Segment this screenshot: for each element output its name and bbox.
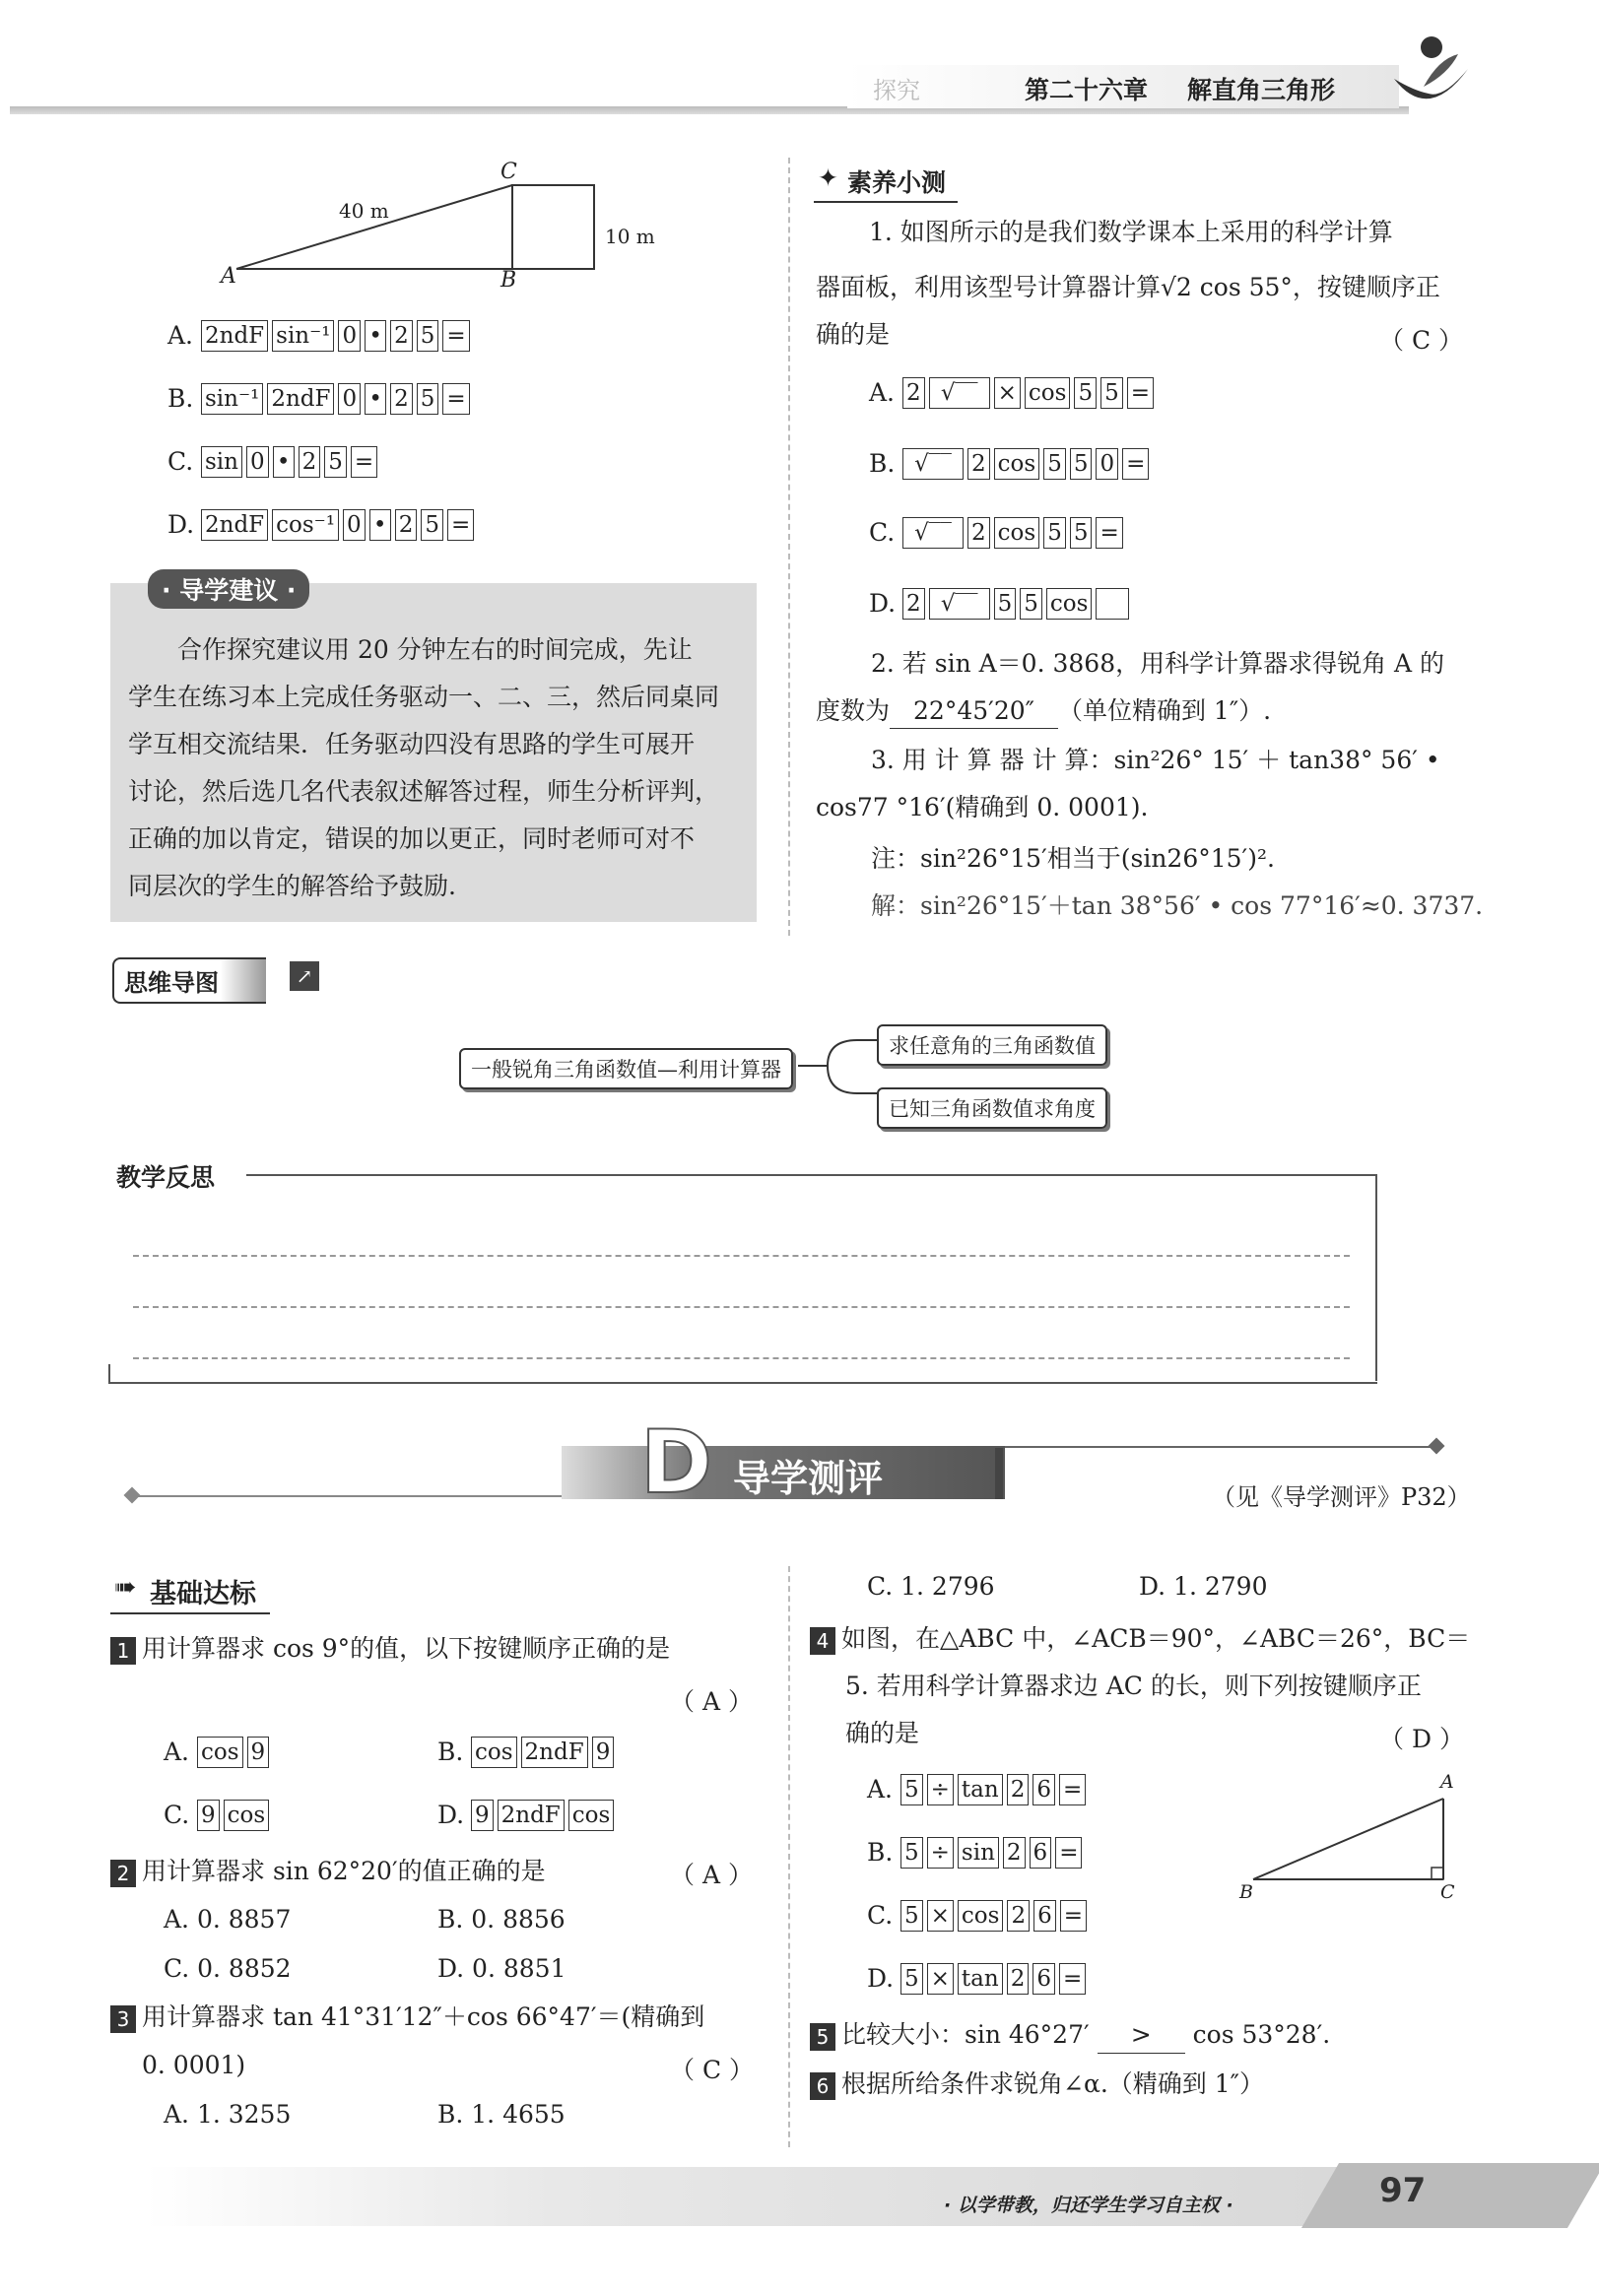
option-label: D. [869, 589, 897, 618]
basic-q2-option-a: A. 0. 8857 [164, 1905, 292, 1934]
key: cos⁻¹ [272, 509, 339, 541]
key: 2 [902, 588, 925, 620]
basic-q3-option-b: B. 1. 4655 [437, 2100, 566, 2129]
reflection-bottom-line [108, 1382, 1377, 1384]
option-label: D. [167, 510, 195, 539]
key: × [927, 1963, 954, 1995]
key: 5 [994, 588, 1017, 620]
key: cos [568, 1800, 615, 1831]
key: 5 [1043, 448, 1066, 480]
key: 6 [1030, 1837, 1052, 1869]
q3-line-2: cos77 °16′(精确到 0. 0001). [816, 793, 1149, 821]
key: 2 [1003, 1837, 1026, 1869]
key: 5 [417, 383, 439, 415]
q4-triangle-figure [1241, 1773, 1458, 1891]
fig-label-c: C [500, 160, 517, 184]
key: 5 [900, 1837, 923, 1869]
sqrt-key: √‾‾ [902, 517, 964, 549]
key: 2ndF [521, 1737, 588, 1768]
question-number: 4 [810, 1627, 835, 1655]
key: 5 [421, 509, 443, 541]
reflection-title: 教学反思 [116, 1163, 216, 1192]
guide-line-2: 学生在练习本上完成任务驱动一、二、三，然后同桌同 [128, 683, 720, 711]
question-text: 用计算器求 sin 62°20′的值正确的是 [142, 1857, 546, 1885]
section-d-diamond-right [1429, 1438, 1445, 1455]
key: ÷ [927, 1774, 954, 1805]
key: 2 [1007, 1900, 1030, 1932]
section-d-line-top [995, 1446, 1438, 1448]
left-option-a [167, 319, 474, 352]
basic-q4-line-3: 确的是 [845, 1719, 920, 1747]
basic-q4-option-d [867, 1962, 1090, 1995]
q5-suffix: cos 53°28′. [1192, 2020, 1331, 2049]
section-d-letter: D [640, 1411, 713, 1513]
fig-label-a: A [221, 264, 236, 289]
question-number: 3 [110, 2005, 136, 2033]
basic-q1-option-d [437, 1799, 618, 1831]
basic-q2 [110, 1854, 546, 1889]
key: 5 [1043, 517, 1066, 549]
q1-line-3: 确的是 [816, 320, 891, 349]
q4-label-b: B [1239, 1881, 1253, 1903]
q2-line-1: 2. 若 sin A＝0. 3868，用科学计算器求得锐角 A 的 [871, 649, 1445, 678]
key: 9 [197, 1800, 220, 1831]
sqrt-key: √‾‾ [929, 377, 990, 409]
q2-suffix: （单位精确到 1″）. [1057, 696, 1272, 725]
key: 2 [967, 448, 990, 480]
key: cos [994, 448, 1040, 480]
option-label: D. [867, 1964, 895, 1993]
section-d-diamond-left [124, 1487, 141, 1504]
option-label: A. [167, 321, 194, 350]
key: × [994, 377, 1021, 409]
key: 0 [343, 509, 366, 541]
basic-q4-option-a [867, 1773, 1090, 1805]
option-label: C. [164, 1801, 190, 1829]
basic-q1 [110, 1631, 670, 1667]
option-label: C. [867, 1901, 894, 1930]
q1-answer: （ C ） [1379, 326, 1464, 355]
key: cos [224, 1800, 270, 1831]
key: cos [197, 1737, 243, 1768]
key: 2 [1007, 1963, 1030, 1995]
basic-q3-option-c: C. 1. 2796 [867, 1572, 995, 1601]
reflection-left-line [108, 1364, 110, 1384]
q1-line-1: 1. 如图所示的是我们数学课本上采用的科学计算 [869, 218, 1393, 246]
q3-note: 注：sin²26°15′相当于(sin26°15′)². [871, 844, 1275, 873]
mindmap-root: 一般锐角三角函数值—利用计算器 [459, 1048, 793, 1089]
option-label: C. [167, 447, 194, 476]
key: = [447, 509, 474, 541]
key: cos [994, 517, 1040, 549]
key: 2 [299, 446, 321, 478]
basic-title [110, 1572, 270, 1614]
q1-line-2: 器面板，利用该型号计算器计算√2 cos 55°，按键顺序正 [816, 273, 1440, 301]
key: 6 [1033, 1900, 1056, 1932]
key: 0 [338, 383, 361, 415]
key: 5 [900, 1963, 923, 1995]
key: 5 [1100, 377, 1123, 409]
footer-motto: · 以学带教，归还学生学习自主权 · [944, 2195, 1233, 2216]
key: sin [201, 446, 242, 478]
key: cos [958, 1900, 1004, 1932]
question-text: 如图，在△ABC 中，∠ACB＝90°，∠ABC＝26°，BC＝ [841, 1624, 1471, 1653]
basic-title-text: 基础达标 [150, 1579, 256, 1609]
guide-line-3: 学互相交流结果．任务驱动四没有思路的学生可展开 [128, 730, 696, 758]
reflection-line-1 [133, 1255, 1350, 1257]
basic-q3 [110, 2000, 704, 2035]
fig-len-bc: 10 m [605, 225, 655, 248]
option-label: B. [167, 384, 194, 413]
basic-q4 [810, 1621, 1470, 1657]
key: 2ndF [201, 509, 268, 541]
bottom-column-divider [788, 1566, 790, 2147]
key: 2 [390, 320, 413, 352]
quiz-title [814, 162, 958, 203]
key: tan [958, 1774, 1003, 1805]
key: 0 [1096, 448, 1118, 480]
basic-q3-answer: （ C ） [670, 2056, 755, 2084]
key: = [1122, 448, 1149, 480]
basic-q3-text-2: 0. 0001) [142, 2051, 246, 2079]
basic-q2-option-b: B. 0. 8856 [437, 1905, 566, 1934]
guide-line-4: 讨论，然后选几名代表叙述解答过程，师生分析评判， [128, 777, 720, 806]
question-number: 1 [110, 1637, 136, 1665]
basic-q1-option-a [164, 1736, 273, 1768]
guide-line-5: 正确的加以肯定，错误的加以更正，同时老师可对不 [128, 824, 696, 853]
key: 5 [1020, 588, 1042, 620]
key: 9 [592, 1737, 615, 1768]
option-label: B. [869, 449, 896, 478]
basic-q4-option-c [867, 1899, 1091, 1932]
question-number: 2 [110, 1860, 136, 1887]
quiz-option-a [869, 376, 1158, 409]
quiz-title-text: 素养小测 [847, 168, 947, 197]
key: ÷ [927, 1837, 954, 1869]
quiz-option-c [869, 516, 1127, 549]
q5-fill-answer: > [1098, 2017, 1185, 2054]
key: • [273, 446, 295, 478]
q3-solution: 解：sin²26°15′＋tan 38°56′ • cos 77°16′≈0. 3737. [871, 891, 1484, 920]
external-link-icon: ↗ [290, 961, 319, 991]
quiz-option-d [869, 587, 1133, 620]
key: × [927, 1900, 954, 1932]
section-d-title: 导学测评 [733, 1457, 884, 1500]
fig-label-b: B [500, 268, 517, 293]
key: 5 [1070, 517, 1093, 549]
question-text: 用计算器求 cos 9°的值，以下按键顺序正确的是 [142, 1634, 671, 1663]
mindmap-title [112, 957, 266, 1004]
guide-line-1: 合作探究建议用 20 分钟左右的时间完成，先让 [177, 635, 693, 664]
reflection-line-2 [133, 1306, 1350, 1308]
header-chapter: 第二十六章 [1025, 76, 1149, 104]
q2-line-2 [816, 688, 1271, 735]
key: cos [471, 1737, 517, 1768]
option-label: D. [437, 1801, 465, 1829]
key: sin⁻¹ [201, 383, 263, 415]
sqrt-key: √‾‾ [929, 588, 990, 620]
question-number: 5 [810, 2023, 835, 2051]
header-title: 解直角三角形 [1187, 76, 1336, 104]
page-number: 97 [1379, 2171, 1427, 2210]
key: cos [1025, 377, 1071, 409]
key: 2 [390, 383, 413, 415]
section-d-bar [995, 1448, 1003, 1499]
left-option-d [167, 508, 478, 541]
question-text: 用计算器求 tan 41°31′12″＋cos 66°47′＝(精确到 [142, 2002, 705, 2031]
basic-q4-line-2: 5. 若用科学计算器求边 AC 的长，则下列按键顺序正 [845, 1672, 1422, 1700]
key: tan [958, 1963, 1003, 1995]
key: = [351, 446, 377, 478]
key: 2 [967, 517, 990, 549]
key: 0 [246, 446, 269, 478]
key: = [1096, 517, 1122, 549]
column-divider [788, 158, 790, 936]
top-figure [207, 158, 660, 295]
key: 9 [471, 1800, 494, 1831]
left-option-b [167, 382, 474, 415]
basic-q1-option-c [164, 1799, 273, 1831]
option-label: B. [867, 1838, 894, 1867]
option-label: B. [437, 1738, 464, 1766]
compass-icon: ✦ [818, 164, 838, 192]
option-label: A. [164, 1738, 190, 1766]
section-d-line-bottom [134, 1495, 567, 1497]
q2-fill-answer: 22°45′20″ [890, 694, 1058, 729]
key: 9 [247, 1737, 270, 1768]
option-label: A. [869, 378, 896, 407]
key: = [442, 320, 469, 352]
question-text: 根据所给条件求锐角∠α.（精确到 1″） [841, 2069, 1264, 2098]
option-label: A. [867, 1775, 894, 1804]
basic-q2-option-c: C. 0. 8852 [164, 1954, 292, 1983]
key: 6 [1033, 1963, 1055, 1995]
header-faded: 探究 [873, 77, 920, 104]
q4-label-c: C [1440, 1881, 1455, 1903]
left-option-c [167, 445, 381, 478]
mindmap-title-text: 思维导图 [124, 969, 219, 997]
sqrt-key: √‾‾ [902, 448, 964, 480]
key: sin⁻¹ [272, 320, 334, 352]
key: = [1055, 1837, 1082, 1869]
key: 2ndF [498, 1800, 565, 1831]
key: = [1059, 1774, 1086, 1805]
key: 5 [900, 1900, 923, 1932]
reflection-line-3 [133, 1357, 1350, 1359]
key: 5 [900, 1774, 923, 1805]
basic-q2-option-d: D. 0. 8851 [437, 1954, 566, 1983]
key: 5 [1070, 448, 1093, 480]
reflection-right-line [1375, 1174, 1377, 1381]
key: 2 [902, 377, 925, 409]
key: 5 [324, 446, 347, 478]
key: 2ndF [201, 320, 268, 352]
key: = [442, 383, 469, 415]
q3-line-1: 3. 用 计 算 器 计 算：sin²26° 15′ ＋ tan38° 56′ • [871, 746, 1440, 774]
q4-label-a: A [1440, 1771, 1454, 1793]
section-d-ref: （见《导学测评》P32） [1212, 1483, 1471, 1511]
key: sin [958, 1837, 999, 1869]
key: • [365, 320, 386, 352]
key: 6 [1033, 1774, 1055, 1805]
arrow-icon: ➠ [114, 1572, 137, 1603]
option-label: C. [869, 518, 896, 547]
basic-q4-option-b [867, 1836, 1086, 1869]
key: 5 [1074, 377, 1097, 409]
basic-q1-answer: （ A ） [670, 1687, 753, 1716]
fig-len-ac: 40 m [339, 199, 389, 223]
q2-prefix: 度数为 [816, 696, 891, 725]
mindmap-branch-2: 已知三角函数值求角度 [877, 1087, 1107, 1129]
basic-q6 [810, 2066, 1264, 2102]
key: = [1059, 1963, 1086, 1995]
key: = [1060, 1900, 1087, 1932]
key: 2 [1007, 1774, 1030, 1805]
footer-band-right [1301, 2163, 1599, 2228]
quiz-option-b [869, 447, 1153, 480]
key: cos [1046, 588, 1093, 620]
key: 0 [338, 320, 361, 352]
guide-line-6: 同层次的学生的解答给予鼓励. [128, 872, 456, 900]
key: 5 [417, 320, 439, 352]
basic-q5 [810, 2017, 1330, 2054]
basic-q3-option-a: A. 1. 3255 [164, 2100, 292, 2129]
key: 2ndF [267, 383, 334, 415]
key: 2 [395, 509, 418, 541]
basic-q2-answer: （ A ） [670, 1861, 753, 1889]
basic-q4-answer: （ D ） [1379, 1725, 1464, 1753]
key [1096, 588, 1129, 620]
header-logo-icon [1384, 30, 1473, 118]
guide-title: · 导学建议 · [148, 569, 309, 609]
key: • [365, 383, 386, 415]
reflection-top-line [246, 1174, 1377, 1176]
question-number: 6 [810, 2072, 835, 2100]
key: • [369, 509, 391, 541]
basic-q1-option-b [437, 1736, 618, 1768]
key: = [1127, 377, 1154, 409]
basic-q3-option-d: D. 1. 2790 [1139, 1572, 1268, 1601]
q5-prefix: 比较大小：sin 46°27′ [841, 2020, 1090, 2049]
mindmap-branch-1: 求任意角的三角函数值 [877, 1024, 1107, 1066]
